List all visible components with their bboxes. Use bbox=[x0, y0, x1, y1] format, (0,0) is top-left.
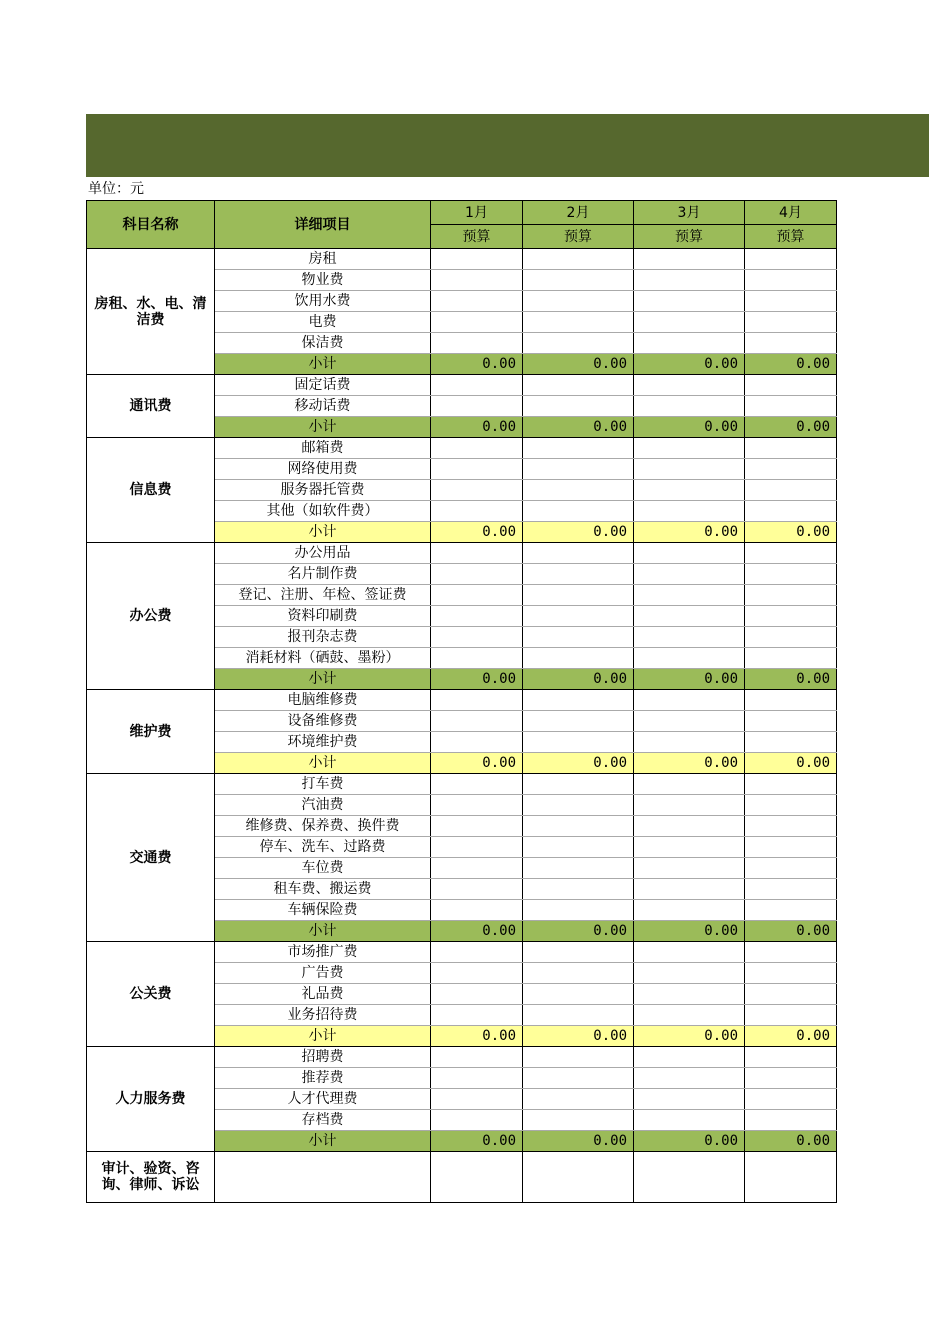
budget-table bbox=[86, 200, 837, 1203]
subtotal-value: 0.00 bbox=[523, 669, 634, 690]
budget-cell[interactable] bbox=[523, 837, 634, 858]
subtotal-value: 0.00 bbox=[745, 1026, 837, 1047]
budget-cell[interactable] bbox=[431, 858, 523, 879]
budget-cell[interactable] bbox=[634, 648, 745, 669]
subtotal-label: 小计 bbox=[215, 753, 431, 774]
budget-cell[interactable] bbox=[634, 795, 745, 816]
detail-item: 广告费 bbox=[215, 963, 431, 984]
budget-cell[interactable] bbox=[431, 837, 523, 858]
budget-cell[interactable] bbox=[431, 732, 523, 753]
budget-cell[interactable] bbox=[431, 291, 523, 312]
budget-cell[interactable] bbox=[745, 1110, 837, 1131]
col-header-budget: 预算 bbox=[745, 225, 837, 249]
subtotal-value: 0.00 bbox=[745, 522, 837, 543]
detail-item: 车位费 bbox=[215, 858, 431, 879]
budget-cell[interactable] bbox=[431, 585, 523, 606]
subtotal-value: 0.00 bbox=[431, 354, 523, 375]
subtotal-label: 小计 bbox=[215, 522, 431, 543]
budget-cell[interactable] bbox=[523, 585, 634, 606]
budget-cell[interactable] bbox=[745, 963, 837, 984]
budget-cell[interactable] bbox=[431, 942, 523, 963]
budget-cell[interactable] bbox=[431, 501, 523, 522]
budget-cell[interactable] bbox=[634, 438, 745, 459]
subtotal-value: 0.00 bbox=[431, 1026, 523, 1047]
budget-cell[interactable] bbox=[523, 732, 634, 753]
budget-cell[interactable] bbox=[431, 900, 523, 921]
budget-cell[interactable] bbox=[523, 480, 634, 501]
detail-item: 资料印刷费 bbox=[215, 606, 431, 627]
budget-cell[interactable] bbox=[431, 963, 523, 984]
detail-item: 设备维修费 bbox=[215, 711, 431, 732]
detail-item: 固定话费 bbox=[215, 375, 431, 396]
budget-cell[interactable] bbox=[745, 459, 837, 480]
detail-item: 业务招待费 bbox=[215, 1005, 431, 1026]
subtotal-value: 0.00 bbox=[634, 522, 745, 543]
subtotal-value: 0.00 bbox=[523, 354, 634, 375]
table-row bbox=[87, 690, 837, 711]
budget-cell[interactable] bbox=[634, 1068, 745, 1089]
budget-cell[interactable] bbox=[523, 543, 634, 564]
table-row bbox=[87, 1152, 837, 1203]
budget-cell[interactable] bbox=[523, 1047, 634, 1068]
detail-item: 保洁费 bbox=[215, 333, 431, 354]
detail-item: 存档费 bbox=[215, 1110, 431, 1131]
budget-cell[interactable] bbox=[431, 648, 523, 669]
table-row bbox=[87, 249, 837, 270]
category-name: 维护费 bbox=[87, 690, 215, 774]
budget-cell[interactable] bbox=[431, 396, 523, 417]
detail-item: 推荐费 bbox=[215, 1068, 431, 1089]
budget-cell[interactable] bbox=[745, 879, 837, 900]
budget-cell[interactable] bbox=[431, 795, 523, 816]
budget-cell[interactable] bbox=[431, 480, 523, 501]
unit-label: 单位：元 bbox=[88, 181, 144, 197]
budget-cell[interactable] bbox=[431, 879, 523, 900]
budget-cell[interactable] bbox=[523, 459, 634, 480]
subtotal-value: 0.00 bbox=[523, 753, 634, 774]
budget-cell[interactable] bbox=[523, 1005, 634, 1026]
budget-cell[interactable] bbox=[431, 774, 523, 795]
budget-cell[interactable] bbox=[745, 1068, 837, 1089]
budget-cell[interactable] bbox=[745, 984, 837, 1005]
detail-item: 维修费、保养费、换件费 bbox=[215, 816, 431, 837]
subtotal-value: 0.00 bbox=[634, 669, 745, 690]
budget-cell[interactable] bbox=[745, 564, 837, 585]
table-row bbox=[87, 1047, 837, 1068]
budget-cell[interactable] bbox=[745, 1005, 837, 1026]
budget-cell[interactable] bbox=[745, 711, 837, 732]
detail-item: 礼品费 bbox=[215, 984, 431, 1005]
subtotal-value: 0.00 bbox=[634, 921, 745, 942]
budget-cell[interactable] bbox=[634, 774, 745, 795]
table-row bbox=[87, 438, 837, 459]
detail-item bbox=[215, 1152, 431, 1203]
budget-cell[interactable] bbox=[745, 396, 837, 417]
budget-cell[interactable] bbox=[431, 270, 523, 291]
budget-cell[interactable] bbox=[634, 732, 745, 753]
budget-cell[interactable] bbox=[431, 984, 523, 1005]
category-name: 信息费 bbox=[87, 438, 215, 543]
budget-cell[interactable] bbox=[745, 333, 837, 354]
detail-item: 移动话费 bbox=[215, 396, 431, 417]
budget-cell[interactable] bbox=[745, 375, 837, 396]
budget-cell[interactable] bbox=[634, 480, 745, 501]
col-header-month: 1月 bbox=[431, 201, 523, 225]
budget-cell[interactable] bbox=[745, 627, 837, 648]
subtotal-value: 0.00 bbox=[431, 1131, 523, 1152]
category-name: 房租、水、电、清洁费 bbox=[87, 249, 215, 375]
budget-cell[interactable] bbox=[634, 690, 745, 711]
subtotal-value: 0.00 bbox=[431, 921, 523, 942]
budget-cell[interactable] bbox=[431, 627, 523, 648]
budget-cell[interactable] bbox=[523, 900, 634, 921]
budget-cell[interactable] bbox=[745, 606, 837, 627]
budget-cell[interactable] bbox=[745, 732, 837, 753]
budget-cell[interactable] bbox=[523, 606, 634, 627]
budget-cell[interactable] bbox=[634, 942, 745, 963]
budget-cell[interactable] bbox=[634, 1110, 745, 1131]
budget-cell[interactable] bbox=[745, 837, 837, 858]
subtotal-label: 小计 bbox=[215, 354, 431, 375]
subtotal-value: 0.00 bbox=[523, 921, 634, 942]
budget-cell[interactable] bbox=[634, 333, 745, 354]
budget-cell[interactable] bbox=[745, 1152, 837, 1203]
category-name: 公关费 bbox=[87, 942, 215, 1047]
budget-cell[interactable] bbox=[634, 501, 745, 522]
category-name: 审计、验资、咨询、律师、诉讼 bbox=[87, 1152, 215, 1203]
budget-cell[interactable] bbox=[634, 270, 745, 291]
budget-cell[interactable] bbox=[523, 1152, 634, 1203]
budget-cell[interactable] bbox=[431, 606, 523, 627]
budget-cell[interactable] bbox=[745, 501, 837, 522]
budget-cell[interactable] bbox=[745, 438, 837, 459]
detail-item: 人才代理费 bbox=[215, 1089, 431, 1110]
budget-cell[interactable] bbox=[523, 627, 634, 648]
budget-cell[interactable] bbox=[634, 1152, 745, 1203]
detail-item: 办公用品 bbox=[215, 543, 431, 564]
subtotal-label: 小计 bbox=[215, 1131, 431, 1152]
budget-cell[interactable] bbox=[745, 480, 837, 501]
budget-cell[interactable] bbox=[745, 858, 837, 879]
subtotal-value: 0.00 bbox=[431, 417, 523, 438]
budget-cell[interactable] bbox=[634, 627, 745, 648]
budget-cell[interactable] bbox=[431, 333, 523, 354]
col-header-category: 科目名称 bbox=[87, 201, 215, 249]
budget-cell[interactable] bbox=[523, 795, 634, 816]
budget-cell[interactable] bbox=[634, 963, 745, 984]
budget-cell[interactable] bbox=[634, 606, 745, 627]
budget-cell[interactable] bbox=[634, 816, 745, 837]
subtotal-value: 0.00 bbox=[431, 522, 523, 543]
category-name: 交通费 bbox=[87, 774, 215, 942]
budget-cell[interactable] bbox=[745, 312, 837, 333]
subtotal-label: 小计 bbox=[215, 669, 431, 690]
budget-cell[interactable] bbox=[745, 585, 837, 606]
detail-item: 电脑维修费 bbox=[215, 690, 431, 711]
budget-cell[interactable] bbox=[745, 291, 837, 312]
subtotal-value: 0.00 bbox=[634, 753, 745, 774]
subtotal-value: 0.00 bbox=[523, 522, 634, 543]
budget-cell[interactable] bbox=[634, 711, 745, 732]
budget-cell[interactable] bbox=[431, 711, 523, 732]
subtotal-value: 0.00 bbox=[523, 417, 634, 438]
budget-cell[interactable] bbox=[745, 900, 837, 921]
budget-cell[interactable] bbox=[523, 1089, 634, 1110]
budget-cell[interactable] bbox=[634, 543, 745, 564]
budget-cell[interactable] bbox=[431, 564, 523, 585]
detail-item: 停车、洗车、过路费 bbox=[215, 837, 431, 858]
detail-item: 租车费、搬运费 bbox=[215, 879, 431, 900]
budget-cell[interactable] bbox=[745, 543, 837, 564]
budget-cell[interactable] bbox=[523, 648, 634, 669]
budget-cell[interactable] bbox=[431, 1089, 523, 1110]
budget-cell[interactable] bbox=[431, 690, 523, 711]
detail-item: 招聘费 bbox=[215, 1047, 431, 1068]
budget-cell[interactable] bbox=[634, 564, 745, 585]
budget-cell[interactable] bbox=[523, 963, 634, 984]
detail-item: 网络使用费 bbox=[215, 459, 431, 480]
col-header-month: 4月 bbox=[745, 201, 837, 225]
detail-item: 名片制作费 bbox=[215, 564, 431, 585]
budget-cell[interactable] bbox=[634, 858, 745, 879]
budget-cell[interactable] bbox=[634, 900, 745, 921]
detail-item: 物业费 bbox=[215, 270, 431, 291]
subtotal-value: 0.00 bbox=[431, 669, 523, 690]
subtotal-value: 0.00 bbox=[634, 1131, 745, 1152]
budget-cell[interactable] bbox=[523, 1110, 634, 1131]
subtotal-value: 0.00 bbox=[745, 1131, 837, 1152]
budget-cell[interactable] bbox=[634, 1089, 745, 1110]
category-name: 人力服务费 bbox=[87, 1047, 215, 1152]
budget-cell[interactable] bbox=[523, 984, 634, 1005]
budget-cell[interactable] bbox=[523, 270, 634, 291]
budget-cell[interactable] bbox=[523, 396, 634, 417]
budget-cell[interactable] bbox=[523, 333, 634, 354]
budget-cell[interactable] bbox=[523, 879, 634, 900]
col-header-budget: 预算 bbox=[634, 225, 745, 249]
budget-cell[interactable] bbox=[523, 711, 634, 732]
budget-cell[interactable] bbox=[523, 858, 634, 879]
budget-cell[interactable] bbox=[745, 648, 837, 669]
table-row bbox=[87, 375, 837, 396]
detail-item: 饮用水费 bbox=[215, 291, 431, 312]
table-row bbox=[87, 543, 837, 564]
detail-item: 登记、注册、年检、签证费 bbox=[215, 585, 431, 606]
budget-cell[interactable] bbox=[431, 1152, 523, 1203]
budget-cell[interactable] bbox=[634, 459, 745, 480]
budget-cell[interactable] bbox=[634, 837, 745, 858]
detail-item: 电费 bbox=[215, 312, 431, 333]
budget-cell[interactable] bbox=[431, 1068, 523, 1089]
detail-item: 市场推广费 bbox=[215, 942, 431, 963]
budget-cell[interactable] bbox=[523, 564, 634, 585]
budget-cell[interactable] bbox=[431, 1047, 523, 1068]
budget-cell[interactable] bbox=[745, 690, 837, 711]
budget-cell[interactable] bbox=[523, 291, 634, 312]
col-header-budget: 预算 bbox=[431, 225, 523, 249]
detail-item: 打车费 bbox=[215, 774, 431, 795]
budget-cell[interactable] bbox=[523, 438, 634, 459]
table-row bbox=[87, 774, 837, 795]
budget-cell[interactable] bbox=[634, 312, 745, 333]
title-banner bbox=[86, 114, 929, 177]
budget-cell[interactable] bbox=[431, 459, 523, 480]
budget-cell[interactable] bbox=[745, 774, 837, 795]
subtotal-value: 0.00 bbox=[431, 753, 523, 774]
col-header-month: 2月 bbox=[523, 201, 634, 225]
budget-cell[interactable] bbox=[431, 312, 523, 333]
budget-cell[interactable] bbox=[745, 816, 837, 837]
detail-item: 车辆保险费 bbox=[215, 900, 431, 921]
budget-cell[interactable] bbox=[523, 375, 634, 396]
col-header-budget: 预算 bbox=[523, 225, 634, 249]
budget-table-body bbox=[87, 201, 837, 1203]
detail-item: 消耗材料（硒鼓、墨粉） bbox=[215, 648, 431, 669]
budget-cell[interactable] bbox=[745, 942, 837, 963]
subtotal-value: 0.00 bbox=[745, 753, 837, 774]
table-row bbox=[87, 942, 837, 963]
budget-cell[interactable] bbox=[634, 984, 745, 1005]
subtotal-label: 小计 bbox=[215, 417, 431, 438]
budget-cell[interactable] bbox=[634, 249, 745, 270]
subtotal-value: 0.00 bbox=[634, 354, 745, 375]
subtotal-label: 小计 bbox=[215, 1026, 431, 1047]
budget-cell[interactable] bbox=[634, 1005, 745, 1026]
budget-cell[interactable] bbox=[634, 375, 745, 396]
col-header-detail: 详细项目 bbox=[215, 201, 431, 249]
budget-cell[interactable] bbox=[523, 774, 634, 795]
budget-cell[interactable] bbox=[745, 270, 837, 291]
budget-cell[interactable] bbox=[745, 1089, 837, 1110]
budget-cell[interactable] bbox=[634, 291, 745, 312]
budget-cell[interactable] bbox=[431, 543, 523, 564]
detail-item: 房租 bbox=[215, 249, 431, 270]
budget-cell[interactable] bbox=[634, 585, 745, 606]
subtotal-value: 0.00 bbox=[523, 1026, 634, 1047]
detail-item: 报刊杂志费 bbox=[215, 627, 431, 648]
budget-cell[interactable] bbox=[523, 249, 634, 270]
subtotal-value: 0.00 bbox=[745, 669, 837, 690]
subtotal-value: 0.00 bbox=[745, 417, 837, 438]
subtotal-value: 0.00 bbox=[523, 1131, 634, 1152]
budget-cell[interactable] bbox=[523, 501, 634, 522]
subtotal-value: 0.00 bbox=[634, 1026, 745, 1047]
subtotal-label: 小计 bbox=[215, 921, 431, 942]
subtotal-value: 0.00 bbox=[634, 417, 745, 438]
detail-item: 汽油费 bbox=[215, 795, 431, 816]
budget-cell[interactable] bbox=[523, 942, 634, 963]
budget-cell[interactable] bbox=[523, 690, 634, 711]
col-header-month: 3月 bbox=[634, 201, 745, 225]
budget-cell[interactable] bbox=[431, 249, 523, 270]
category-name: 通讯费 bbox=[87, 375, 215, 438]
budget-cell[interactable] bbox=[431, 1005, 523, 1026]
budget-cell[interactable] bbox=[745, 249, 837, 270]
budget-cell[interactable] bbox=[634, 396, 745, 417]
detail-item: 其他（如软件费） bbox=[215, 501, 431, 522]
budget-cell[interactable] bbox=[431, 1110, 523, 1131]
subtotal-value: 0.00 bbox=[745, 354, 837, 375]
budget-cell[interactable] bbox=[431, 375, 523, 396]
subtotal-value: 0.00 bbox=[745, 921, 837, 942]
category-name: 办公费 bbox=[87, 543, 215, 690]
budget-cell[interactable] bbox=[431, 816, 523, 837]
detail-item: 环境维护费 bbox=[215, 732, 431, 753]
budget-cell[interactable] bbox=[634, 1047, 745, 1068]
detail-item: 邮箱费 bbox=[215, 438, 431, 459]
budget-cell[interactable] bbox=[523, 1068, 634, 1089]
budget-cell[interactable] bbox=[523, 816, 634, 837]
budget-cell[interactable] bbox=[745, 1047, 837, 1068]
budget-cell[interactable] bbox=[634, 879, 745, 900]
budget-cell[interactable] bbox=[523, 312, 634, 333]
detail-item: 服务器托管费 bbox=[215, 480, 431, 501]
budget-cell[interactable] bbox=[431, 438, 523, 459]
budget-cell[interactable] bbox=[745, 795, 837, 816]
